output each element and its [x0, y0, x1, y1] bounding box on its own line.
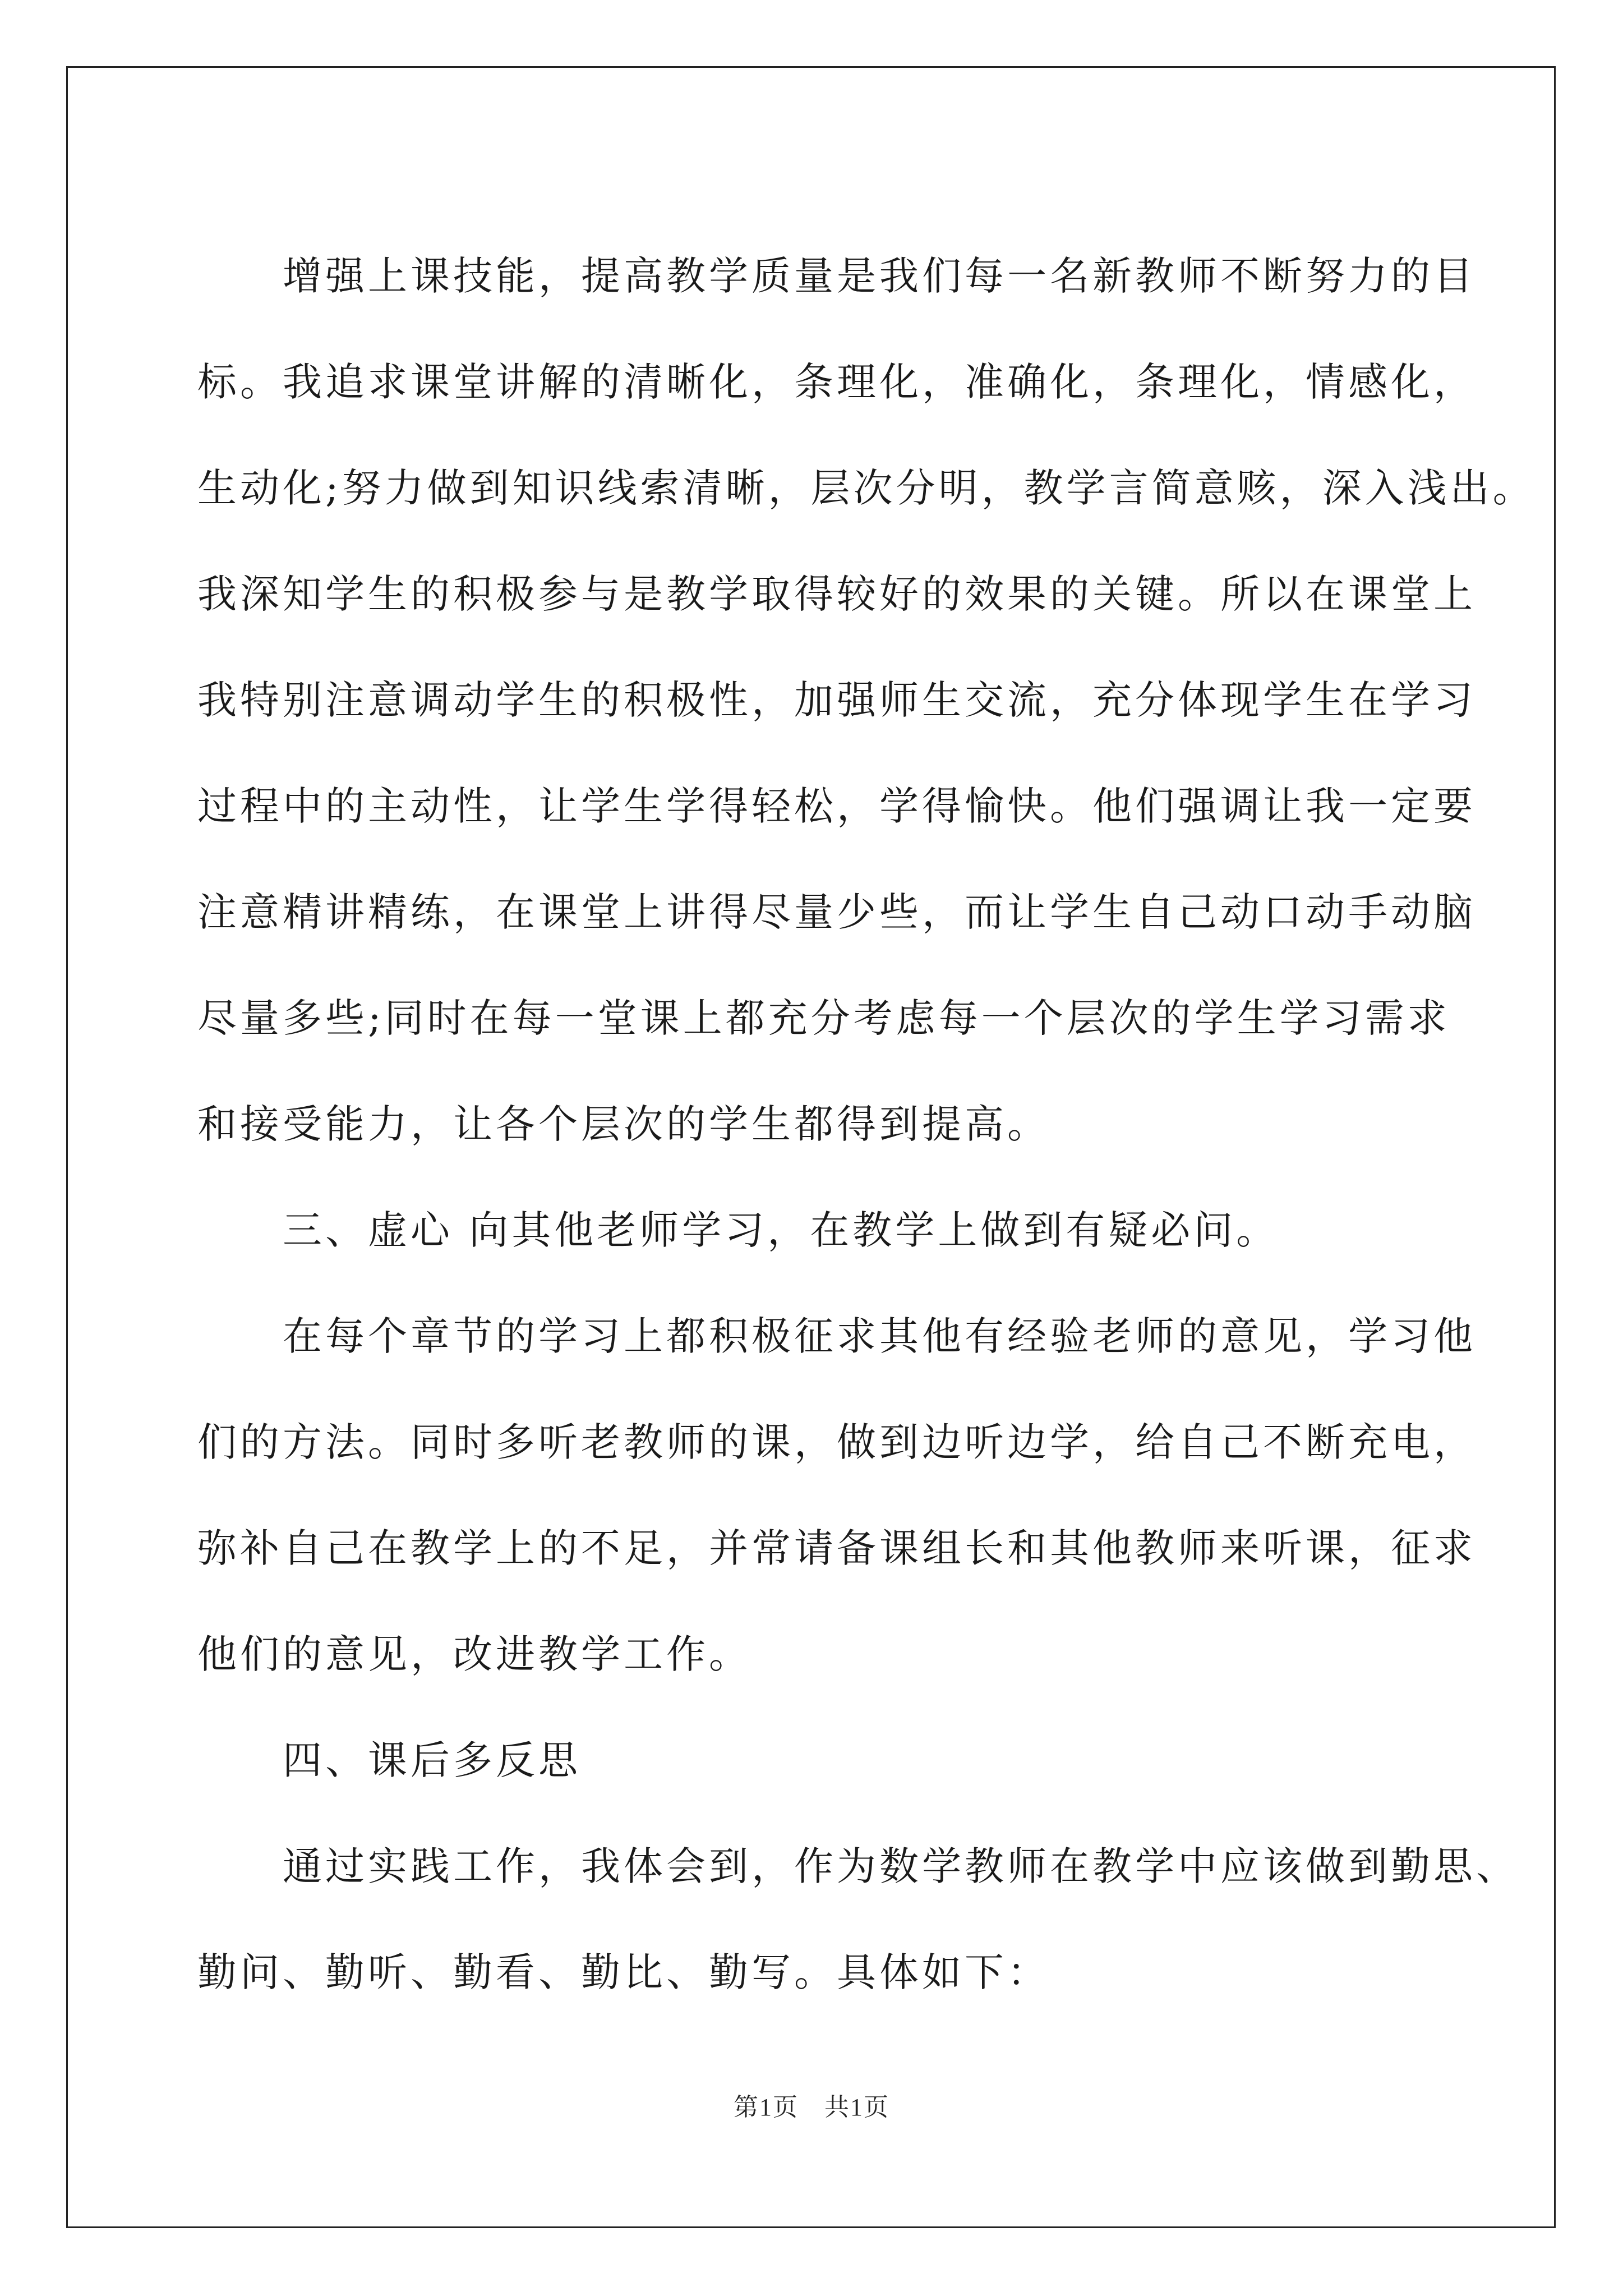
text-line: 生动化;努力做到知识线索清晰，层次分明，教学言简意赅，深入浅出。 — [197, 465, 1536, 511]
section-heading: 三、虚心 向其他老师学习，在教学上做到有疑必问。 — [197, 1207, 1279, 1253]
text-line: 标。我追求课堂讲解的清晰化，条理化，准确化，条理化，情感化， — [197, 359, 1476, 405]
text-line: 们的方法。同时多听老教师的课，做到边听边学，给自己不断充电， — [197, 1419, 1476, 1465]
text-line: 尽量多些;同时在每一堂课上都充分考虑每一个层次的学生学习需求 — [197, 995, 1450, 1041]
text-line: 弥补自己在教学上的不足，并常请备课组长和其他教师来听课，征求 — [197, 1525, 1476, 1571]
section-heading: 四、课后多反思 — [197, 1737, 581, 1783]
text-line: 我特别注意调动学生的积极性，加强师生交流，充分体现学生在学习 — [197, 677, 1476, 723]
text-line: 他们的意见，改进教学工作。 — [197, 1631, 751, 1677]
page-number-footer: 第1页 共1页 — [734, 2093, 889, 2121]
text-line: 过程中的主动性，让学生学得轻松，学得愉快。他们强调让我一定要 — [197, 783, 1476, 829]
text-line: 增强上课技能，提高教学质量是我们每一名新教师不断努力的目 — [197, 253, 1476, 299]
text-line: 通过实践工作，我体会到，作为数学教师在教学中应该做到勤思、 — [197, 1843, 1519, 1889]
document-body — [197, 223, 1536, 2026]
text-line: 和接受能力，让各个层次的学生都得到提高。 — [197, 1101, 1050, 1147]
text-line: 在每个章节的学习上都积极征求其他有经验老师的意见，学习他 — [197, 1313, 1476, 1359]
text-line: 我深知学生的积极参与是教学取得较好的效果的关键。所以在课堂上 — [197, 571, 1476, 617]
text-line: 勤问、勤听、勤看、勤比、勤写。具体如下： — [197, 1949, 1050, 1995]
text-line: 注意精讲精练，在课堂上讲得尽量少些，而让学生自己动口动手动脑 — [197, 889, 1476, 935]
